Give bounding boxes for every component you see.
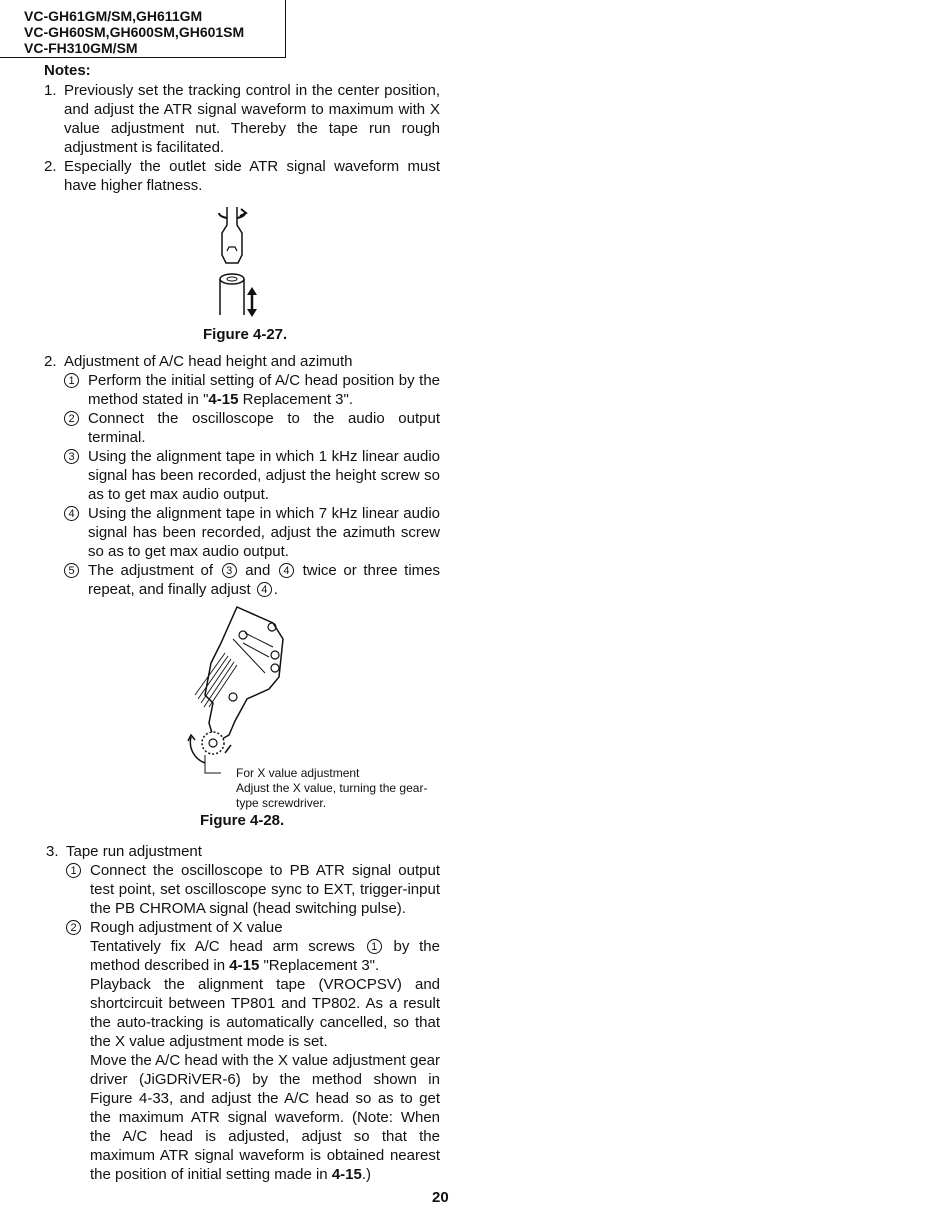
page-number: 20 — [432, 1189, 449, 1206]
section-number: 2. — [44, 353, 57, 370]
model-line-2: VC-GH60SM,GH600SM,GH601SM — [24, 24, 245, 40]
step-text: Using the alignment tape in which 1 kHz linear audio signal has been recorded, adjust the height screw so as to get max audio output. — [88, 448, 440, 503]
step-number: 5 — [64, 563, 79, 578]
step-text: Perform the initial setting of A/C head position by the method stated in " — [88, 372, 440, 408]
section-title: Adjustment of A/C head height and azimuth — [64, 353, 353, 370]
section-3 — [46, 842, 440, 1184]
figure-4-28-caption: Figure 4-28. — [200, 812, 285, 829]
step-ref: 1 — [367, 939, 382, 954]
step-number: 1 — [66, 863, 81, 878]
step-item — [64, 409, 440, 447]
step-text: Connect the oscilloscope to PB ATR signal output test point, set oscilloscope sync to EXT, trigger-input the PB CHROMA signal (head switching pulse). — [90, 862, 440, 917]
note-item — [44, 157, 440, 195]
section-2 — [44, 352, 440, 599]
step-text: . — [273, 581, 278, 598]
note-text: Previously set the tracking control in the center position, and adjust the ATR signal waveform to maximum with X value adjustment nut. Thereby the tape run rough adjustment is facilitated. — [64, 82, 440, 156]
step-item — [64, 447, 440, 504]
step-text: "Replacement 3". — [263, 957, 380, 974]
figure-4-27-caption: Figure 4-27. — [203, 326, 288, 343]
step-text: by the method described in — [90, 938, 440, 974]
step-text: .) — [361, 1166, 372, 1183]
model-header — [0, 0, 286, 58]
step-text: Move the A/C head with the X value adjustment gear driver (JiGDRiVER-6) by the method shown in Figure 4-33, and adjust the A/C head so as to get the maximum ATR signal waveform. (Note: When the A/C head is adjusted, adjust so that the maximum ATR signal waveform is obtained nearest the position of initial setting made in — [90, 1052, 440, 1183]
step-text: Replacement 3". — [238, 391, 353, 408]
step-paragraph — [90, 937, 440, 975]
step-paragraph — [90, 1051, 440, 1184]
step-ref: 4-15 — [208, 391, 239, 408]
step-text: twice or three times repeat, and finally adjust — [88, 562, 441, 598]
step-number: 2 — [66, 920, 81, 935]
step-text: Using the alignment tape in which 7 kHz linear audio signal has been recorded, adjust the azimuth screw so as to get max audio output. — [88, 505, 440, 560]
step-number: 2 — [64, 411, 79, 426]
callout-line: For X value adjustment — [236, 766, 360, 780]
step-number: 3 — [64, 449, 79, 464]
step-text: and — [245, 562, 271, 579]
step-text: The adjustment of — [88, 562, 213, 579]
callout-line: Adjust the X value, turning the gear-type screwdriver. — [236, 781, 428, 810]
step-text: Tentatively fix A/C head arm screws — [90, 938, 355, 955]
note-number: 2. — [44, 158, 57, 175]
step-ref: 4-15 — [331, 1166, 362, 1183]
note-item — [44, 81, 440, 157]
section-2-title — [44, 352, 440, 371]
note-text: Especially the outlet side ATR signal waveform must have higher flatness. — [64, 158, 440, 194]
section-title: Tape run adjustment — [66, 843, 202, 860]
section-number: 3. — [46, 843, 59, 860]
step-text: Connect the oscilloscope to the audio output terminal. — [88, 410, 440, 446]
model-line-1: VC-GH61GM/SM,GH611GM — [24, 8, 203, 24]
step-title: Rough adjustment of X value — [90, 919, 283, 936]
section-3-title — [46, 842, 440, 861]
figure-4-28-illustration — [185, 603, 295, 775]
step-item — [64, 371, 440, 409]
step-ref: 3 — [222, 563, 237, 578]
step-ref: 4-15 — [229, 957, 260, 974]
step-ref: 4 — [279, 563, 294, 578]
step-item — [66, 918, 440, 1184]
figure-4-28-callout — [236, 766, 448, 811]
notes-list — [44, 81, 440, 195]
step-number: 4 — [64, 506, 79, 521]
step-ref: 4 — [257, 582, 272, 597]
step-item — [66, 861, 440, 918]
step-number: 1 — [64, 373, 79, 388]
step-item — [64, 561, 440, 599]
notes-heading: Notes: — [44, 62, 91, 79]
note-number: 1. — [44, 82, 57, 99]
figure-4-27-illustration — [205, 203, 265, 323]
model-line-3: VC-FH310GM/SM — [24, 40, 138, 56]
step-paragraph: Playback the alignment tape (VROCPSV) and shortcircuit between TP801 and TP802. As a result the auto-tracking is automatically cancelled, so that the X value adjustment mode is set. — [90, 976, 440, 1050]
step-item — [64, 504, 440, 561]
